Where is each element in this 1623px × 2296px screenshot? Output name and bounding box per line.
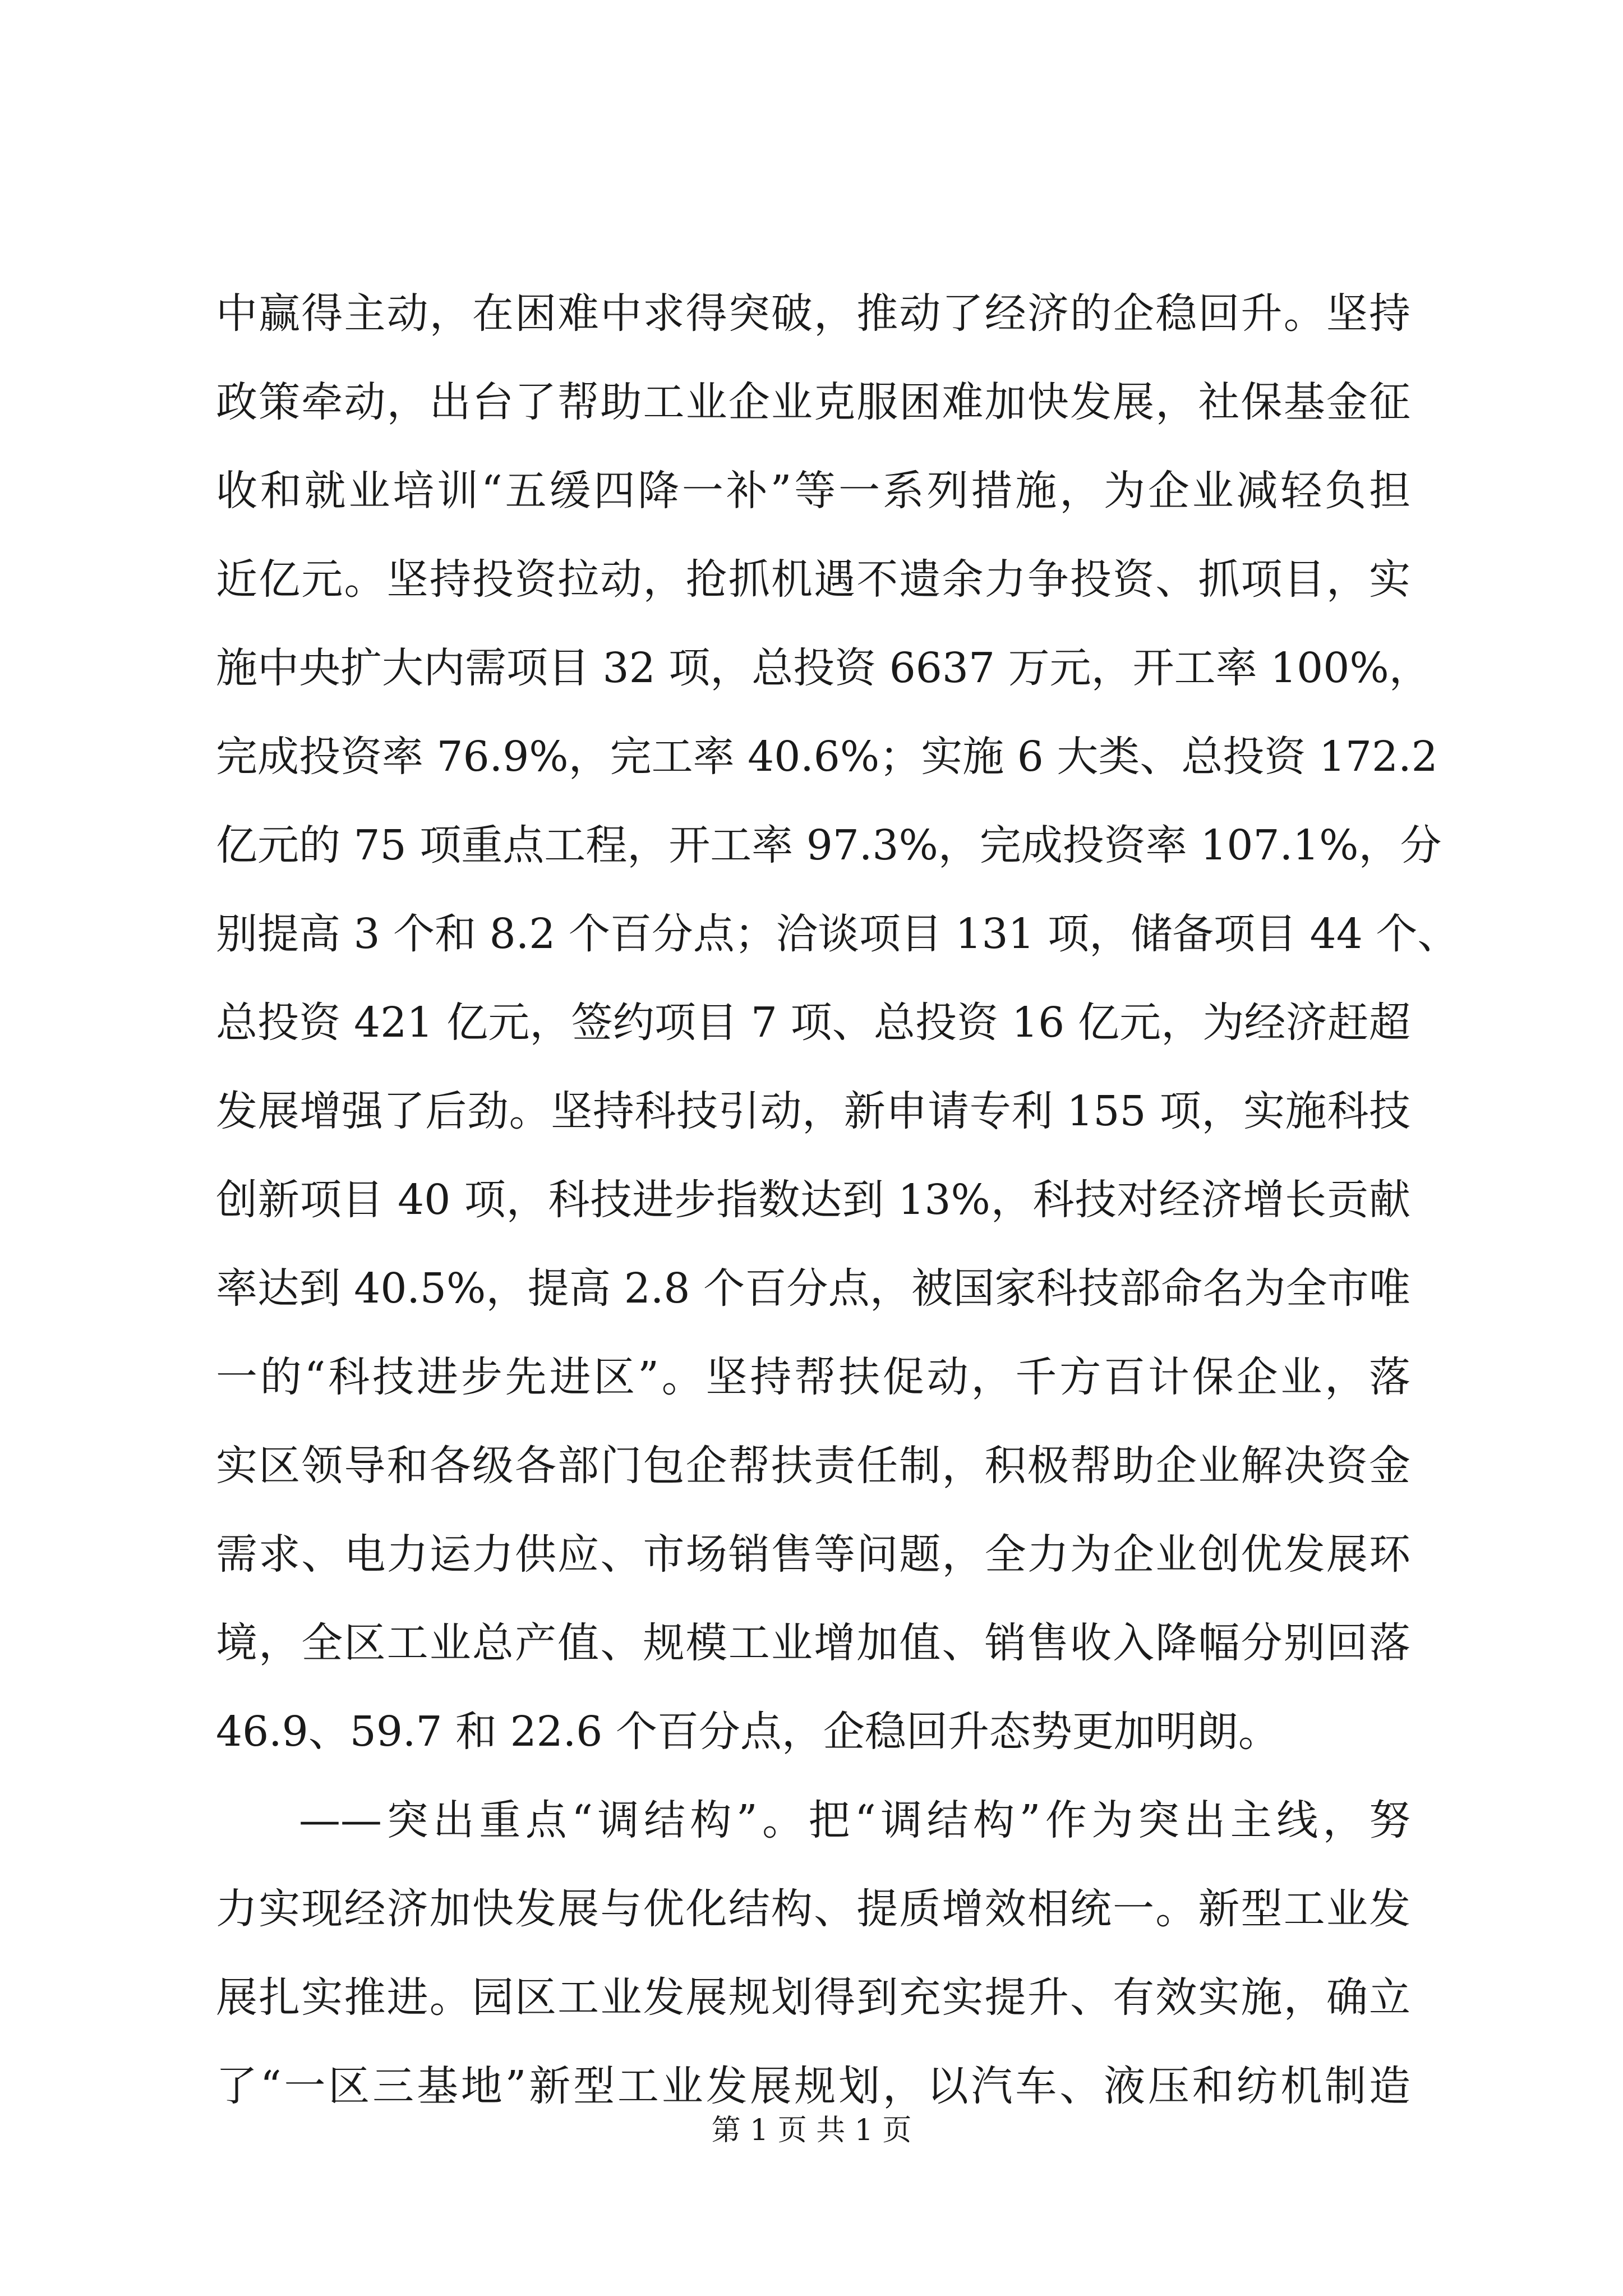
body-text — [216, 269, 1459, 2131]
text-line: 需求、电力运力供应、市场销售等问题，全力为企业创优发展环 — [216, 1530, 1410, 1579]
text-line: 总投资 421 亿元，签约项目 7 项、总投资 16 亿元，为经济赶超 — [216, 999, 1410, 1047]
text-line: 施中央扩大内需项目 32 项，总投资 6637 万元，开工率 100%， — [216, 644, 1431, 692]
paragraph-2 — [216, 1776, 1410, 2131]
text-line: 中赢得主动，在困难中求得突破，推动了经济的企稳回升。坚持 — [216, 289, 1410, 338]
text-line: 实区领导和各级各部门包企帮扶责任制，积极帮助企业解决资金 — [216, 1442, 1410, 1490]
text-line: 近亿元。坚持投资拉动，抢抓机遇不遗余力争投资、抓项目，实 — [216, 555, 1410, 604]
paragraph-1 — [216, 269, 1459, 1776]
text-line: 46.9、59.7 和 22.6 个百分点，企稳回升态势更加明朗。 — [216, 1708, 1280, 1756]
text-line: 率达到 40.5%，提高 2.8 个百分点，被国家科技部命名为全市唯 — [216, 1264, 1410, 1313]
text-line: 创新项目 40 项，科技进步指数达到 13%，科技对经济增长贡献 — [216, 1176, 1410, 1224]
text-line: 境，全区工业总产值、规模工业增加值、销售收入降幅分别回落 — [216, 1619, 1410, 1667]
page-footer — [0, 2106, 1623, 2148]
text-line: 别提高 3 个和 8.2 个百分点；洽谈项目 131 项，储备项目 44 个、 — [216, 910, 1459, 958]
text-line: 亿元的 75 项重点工程，开工率 97.3%，完成投资率 107.1%，分 — [216, 821, 1442, 869]
text-line: ——突出重点“调结构”。把“调结构”作为突出主线，努 — [299, 1796, 1410, 1844]
page-number-label: 第 1 页 共 1 页 — [711, 2114, 912, 2147]
text-line: 了“一区三基地”新型工业发展规划，以汽车、液压和纺机制造 — [216, 2062, 1410, 2110]
text-line: 一的“科技进步先进区”。坚持帮扶促动，千方百计保企业，落 — [216, 1353, 1410, 1401]
text-line: 力实现经济加快发展与优化结构、提质增效相统一。新型工业发 — [216, 1885, 1410, 1933]
text-line: 发展增强了后劲。坚持科技引动，新申请专利 155 项，实施科技 — [216, 1087, 1410, 1135]
text-line: 展扎实推进。园区工业发展规划得到充实提升、有效实施，确立 — [216, 1973, 1410, 2022]
text-line: 完成投资率 76.9%，完工率 40.6%；实施 6 大类、总投资 172.2 — [216, 733, 1438, 781]
text-line: 收和就业培训“五缓四降一补”等一系列措施，为企业减轻负担 — [216, 467, 1410, 515]
text-line: 政策牵动，出台了帮助工业企业克服困难加快发展，社保基金征 — [216, 378, 1410, 426]
